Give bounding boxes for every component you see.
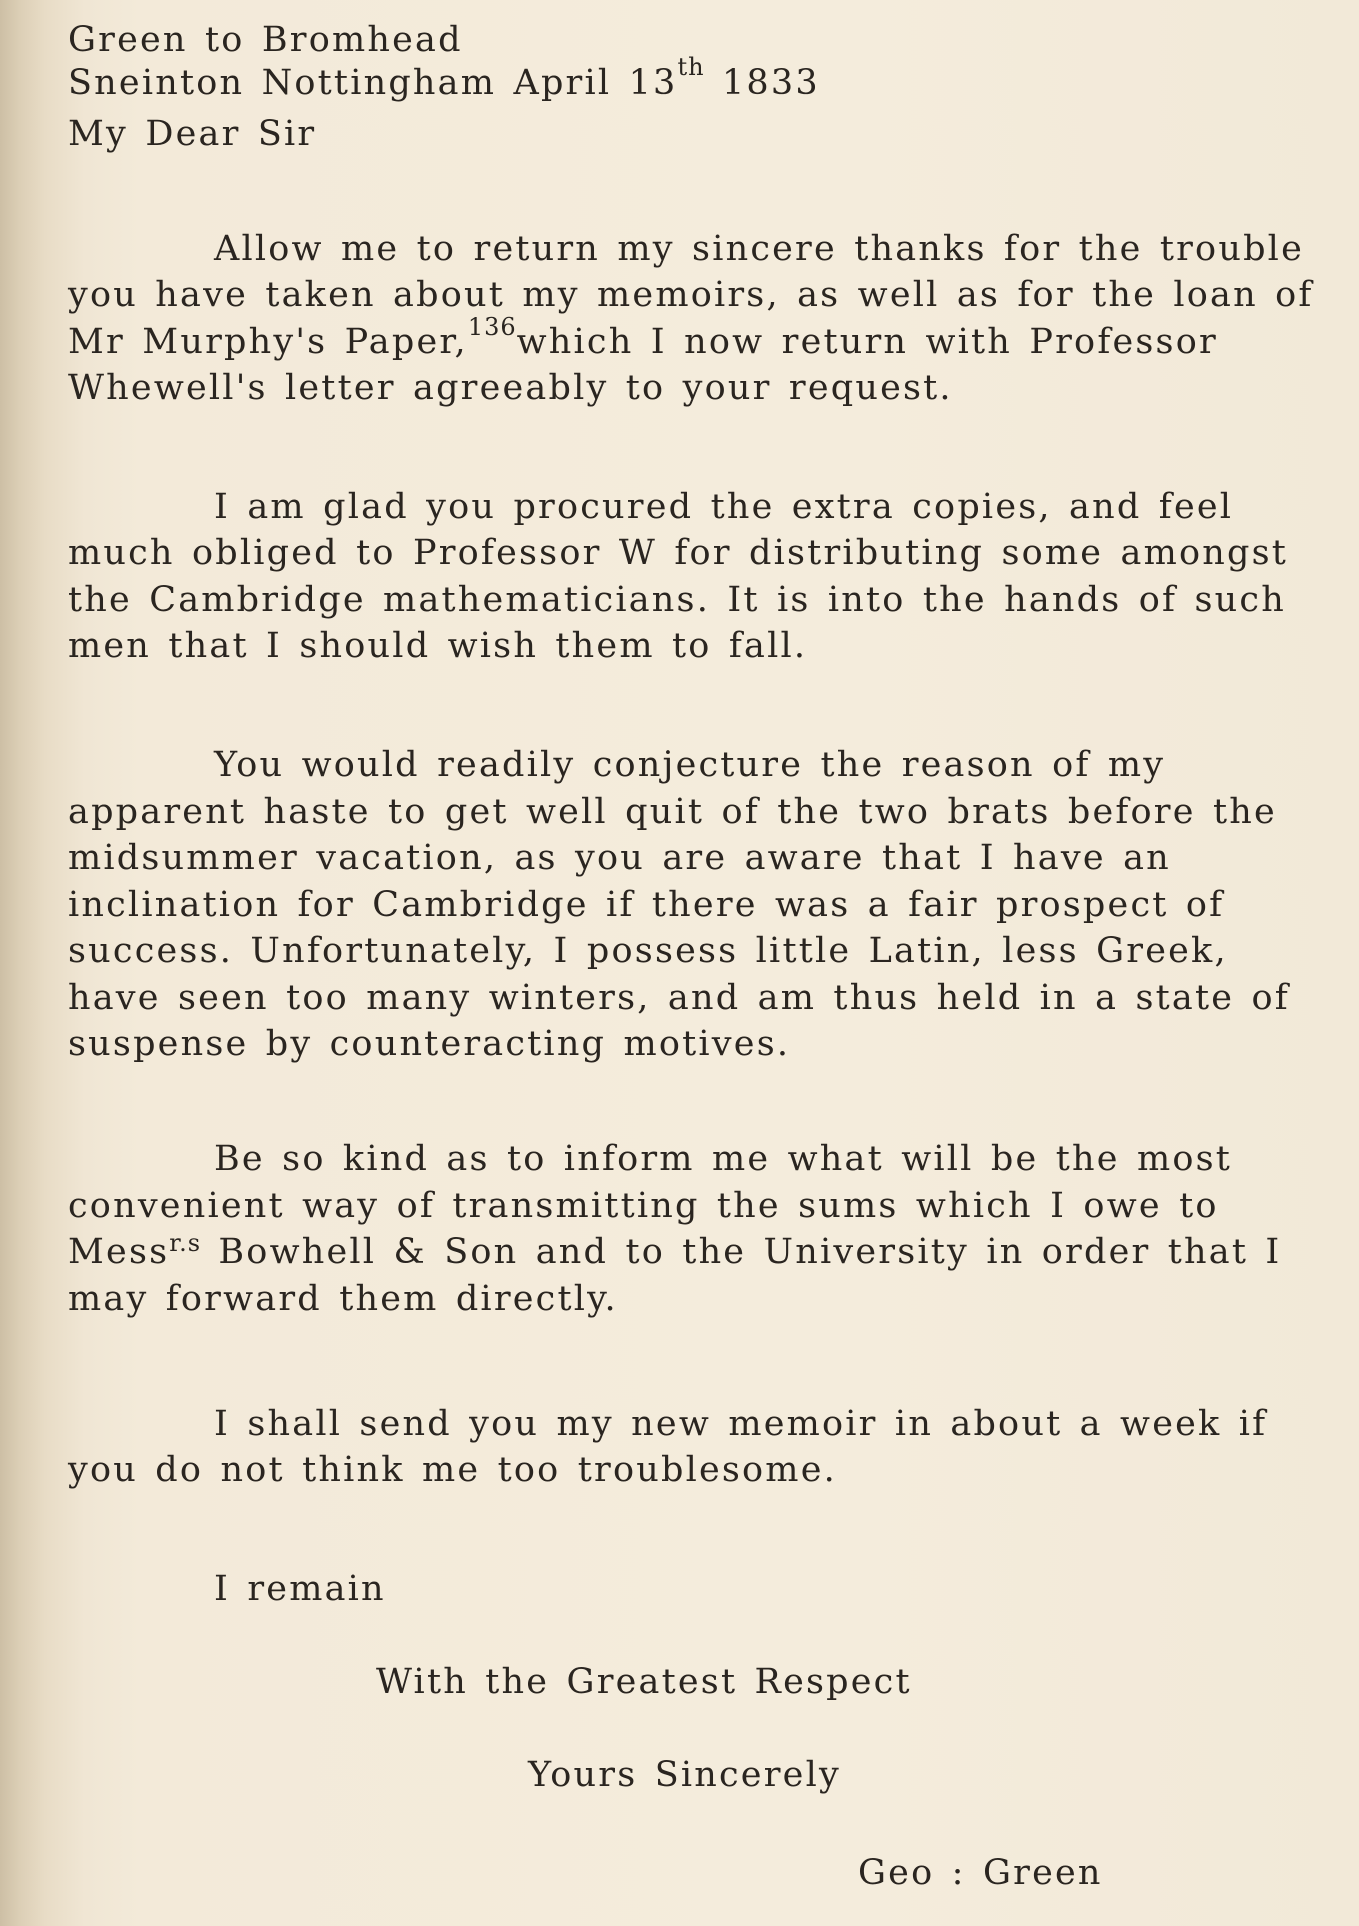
paragraph-2-line-3: the Cambridge mathematicians. It is into the hands of such	[68, 580, 1286, 620]
paragraph-4-line-3-start: Mess	[68, 1232, 170, 1272]
paragraph-3-line-5: success. Unfortunately, I possess little Latin, less Greek,	[68, 931, 1228, 971]
paragraph-3-line-1: You would readily conjecture the reason of my	[214, 745, 1166, 785]
paragraph-3-line-7: suspense by counteracting motives.	[68, 1024, 791, 1064]
paragraph-3-line-3: midsummer vacation, as you are aware that I have an	[68, 838, 1171, 878]
letter-salutation: My Dear Sir	[68, 114, 317, 154]
paragraph-1-line-3	[68, 313, 1218, 367]
messrs-superscript: r.s	[169, 1229, 202, 1257]
letter-year: 1833	[721, 63, 820, 103]
paragraph-5-line-1: I shall send you my new memoir in about a week if	[214, 1404, 1268, 1444]
paragraph-1-line-1: Allow me to return my sincere thanks for the trouble	[214, 229, 1304, 269]
closing-respect: With the Greatest Respect	[376, 1662, 912, 1702]
paragraph-3-line-4: inclination for Cambridge if there was a fair prospect of	[68, 885, 1225, 925]
paragraph-4-line-4: may forward them directly.	[68, 1279, 618, 1319]
paragraph-4-line-3	[68, 1230, 1281, 1277]
paragraph-3-line-2: apparent haste to get well quit of the two brats before the	[68, 792, 1277, 832]
letter-place-date	[68, 53, 820, 108]
paragraph-2-line-2: much obliged to Professor W for distributing some amongst	[68, 533, 1289, 573]
closing-sincerely: Yours Sincerely	[528, 1755, 841, 1795]
paragraph-1-line-3-start: Mr Murphy's Paper,	[68, 322, 468, 362]
closing-remain: I remain	[214, 1569, 386, 1609]
paragraph-4-line-3-end: Bowhell & Son and to the University in order that I	[218, 1232, 1282, 1272]
paragraph-5-line-2: you do not think me too troublesome.	[68, 1450, 837, 1490]
paragraph-1-line-4: Whewell's letter agreeably to your request.	[68, 368, 953, 408]
letter-date: April 13	[513, 63, 678, 103]
paragraph-4-line-1: Be so kind as to inform me what will be the most	[214, 1139, 1233, 1179]
letter-place: Sneinton Nottingham	[68, 63, 497, 103]
paragraph-1-line-2: you have taken about my memoirs, as well as for the loan of	[68, 275, 1314, 315]
paragraph-2-line-4: men that I should wish them to fall.	[68, 626, 808, 666]
letter-correspondents: Green to Bromhead	[68, 20, 463, 60]
paragraph-2-line-1: I am glad you procured the extra copies, and feel	[214, 487, 1234, 527]
paragraph-1-line-3-end: which I now return with Professor	[516, 322, 1218, 362]
signature: Geo : Green	[858, 1853, 1103, 1893]
letter-date-suffix: th	[677, 53, 705, 81]
paragraph-3-line-6: have seen too many winters, and am thus held in a state of	[68, 978, 1290, 1018]
paragraph-4-line-2: convenient way of transmitting the sums which I owe to	[68, 1186, 1219, 1226]
footnote-marker: 136	[467, 313, 517, 341]
